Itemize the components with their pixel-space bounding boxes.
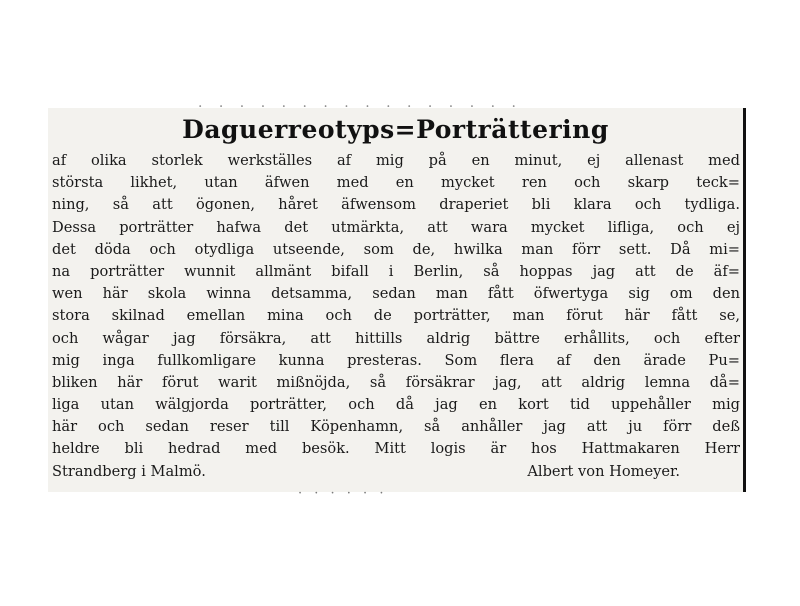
text-line: af olika storlek werkställes af mig på en minut, ej allenast med xyxy=(52,152,740,169)
text-line: liga utan wälgjorda porträtter, och då jag en kort tid uppehåller mig xyxy=(52,396,740,414)
text-line: största likhet, utan äfwen med en mycket ren och skarp teck= xyxy=(52,174,740,192)
column-rule xyxy=(743,108,746,492)
text-line: det döda och otydliga utseende, som de, hwilka man förr sett. Då mi= xyxy=(52,240,740,258)
text-line: och wågar jag försäkra, att hittills aldrig bättre erhållits, och efter xyxy=(52,329,740,347)
text-line: Dessa porträtter hafwa det utmärkta, att wara mycket lifliga, och ej xyxy=(52,218,740,236)
closing-line xyxy=(52,461,740,483)
text-line: Strandberg i Malmö. xyxy=(52,462,206,480)
cut-off-next-line: · · · · · · xyxy=(298,486,388,501)
advertisement-headline: Daguerreotyps=Porträttering xyxy=(182,115,609,144)
signature: Albert von Homeyer. xyxy=(527,462,680,480)
advertisement-body xyxy=(52,150,740,483)
text-line: mig inga fullkomligare kunna presteras. Som flera af den ärade Pu= xyxy=(52,351,740,369)
text-line: stora skilnad emellan mina och de porträtter, man förut här fått se, xyxy=(52,307,740,325)
newspaper-clipping xyxy=(48,99,746,501)
text-line: heldre bli hedrad med besök. Mitt logis är hos Hattmakaren Herr xyxy=(52,440,740,458)
text-line: bliken här förut warit mißnöjda, så försäkrar jag, att aldrig lemna då= xyxy=(52,373,740,391)
cut-off-previous-line: · · · · · · · · · · · · · · · · xyxy=(198,99,522,115)
text-line: här och sedan reser till Köpenhamn, så anhåller jag att ju förr deß xyxy=(52,418,740,436)
text-line: ning, så att ögonen, håret äfwensom draperiet bli klara och tydliga. xyxy=(52,196,740,214)
text-line: wen här skola winna detsamma, sedan man fått öfwertyga sig om den xyxy=(52,285,740,303)
text-line: na porträtter wunnit allmänt bifall i Berlin, så hoppas jag att de äf= xyxy=(52,262,740,280)
